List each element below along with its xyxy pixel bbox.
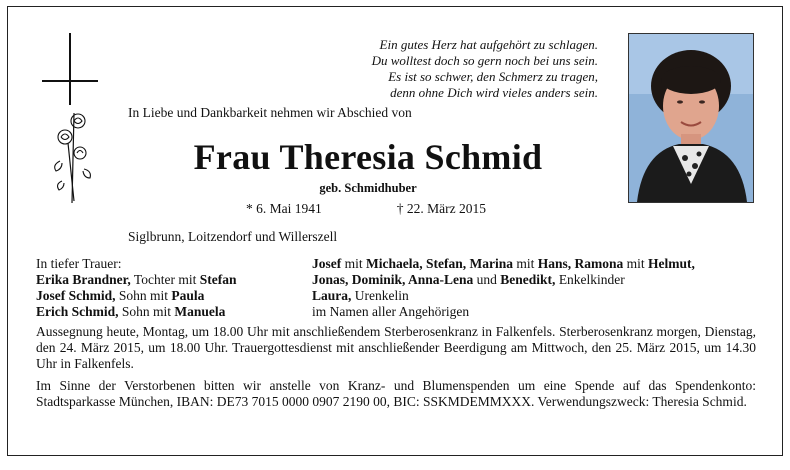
mourners-right-column [312, 256, 757, 320]
place-of-residence: Siglbrunn, Loitzendorf und Willerszell [128, 229, 338, 244]
intro-text: In Liebe und Dankbarkeit nehmen wir Abschied von [128, 105, 412, 120]
mourner-line: im Namen aller Angehörigen [312, 304, 470, 319]
mourner-line: Erich Schmid, Sohn mit Manuela [36, 304, 226, 319]
poem-line: Ein gutes Herz hat aufgehört zu schlagen. [379, 37, 598, 52]
poem-line: Du wolltest doch so gern noch bei uns sein. [371, 53, 598, 68]
obituary-notice [7, 6, 783, 456]
poem-line: denn ohne Dich wird vieles anders sein. [390, 85, 598, 100]
death-date: † 22. März 2015 [396, 201, 486, 216]
funeral-schedule-paragraph: Aussegnung heute, Montag, um 18.00 Uhr mit anschließendem Sterberosenkranz in Falkenfels. Sterberosenkranz morgen, Dienstag, den 24. März 2015, um 18.00 Uhr. Trauergottesdienst mit anschließender Beerdigung am Mittwoch, den 25. März 2015, um 14.30 Uhr in Falkenfels. [36, 324, 756, 371]
poem-line: Es ist so schwer, den Schmerz zu tragen, [388, 69, 598, 84]
mourner-line: Laura, Urenkelin [312, 288, 409, 303]
mourners-left-column [36, 256, 301, 320]
mourner-line: Josef Schmid, Sohn mit Paula [36, 288, 205, 303]
poem [328, 37, 598, 101]
mourner-line: Erika Brandner, Tochter mit Stefan [36, 272, 237, 287]
life-dates [246, 201, 486, 217]
mourner-line: Josef mit Michaela, Stefan, Marina mit Hans, Ramona mit Helmut, [312, 256, 695, 271]
birth-date: * 6. Mai 1941 [246, 201, 322, 216]
deceased-name: Frau Theresia Schmid [193, 137, 543, 177]
donation-request-paragraph: Im Sinne der Verstorbenen bitten wir anstelle von Kranz- und Blumenspenden um eine Spende auf das Spendenkonto: Stadtsparkasse München, IBAN: DE73 7015 0000 0907 2190 00, BIC: SSKMDEMMXXX. Verwendungszweck: Theresia Schmid. [36, 378, 756, 409]
mourners-heading: In tiefer Trauer: [36, 256, 122, 271]
maiden-name: geb. Schmidhuber [319, 181, 417, 195]
mourner-line: Jonas, Dominik, Anna-Lena und Benedikt, Enkelkinder [312, 272, 625, 287]
